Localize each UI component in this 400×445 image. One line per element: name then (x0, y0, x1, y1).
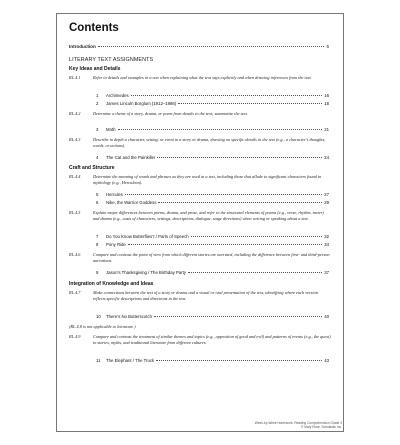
dot-leader (128, 244, 322, 245)
entry-number: 11 (96, 358, 101, 363)
toc-entry[interactable] (96, 192, 329, 199)
entry-title: The Elephant / The Truck (106, 358, 155, 363)
standard-note: (RL.4.8 is not applicable to literature.) (69, 324, 136, 329)
standard-item (69, 137, 331, 149)
footer-credit (255, 421, 342, 429)
dot-leader (191, 236, 323, 237)
toc-entry[interactable] (96, 242, 329, 249)
toc-entry[interactable] (96, 155, 329, 162)
toc-entry[interactable] (96, 270, 329, 277)
standard-item (69, 252, 331, 264)
standard-code: RL.4.3 (69, 137, 81, 142)
entry-number: 4 (96, 155, 99, 160)
entry-page: 18 (324, 101, 329, 106)
entry-number: 7 (96, 234, 99, 239)
standard-code: RL.4.7 (69, 290, 81, 295)
entry-title: The Cat and the Painkiller (106, 155, 156, 160)
group-heading: Integration of Knowledge and Ideas (69, 281, 154, 287)
toc-entry[interactable] (96, 234, 329, 241)
standard-text: Compare and contrast the point of view from which different stories are narrated, including the difference between first- and third-person narrations. (93, 252, 330, 263)
entry-number: 6 (96, 200, 99, 205)
standard-item (69, 75, 331, 81)
standard-code: RL.4.4 (69, 174, 81, 179)
standard-text: Compare and contrast the treatment of similar themes and topics (e.g., opposition of good and evil) and patterns of events (e.g., the quest) in stories, myths, and traditional literature from different cultures. (93, 334, 331, 345)
standard-text: Make connections between the text of a story or drama and a visual or oral presentation of the text, identifying where each version reflects specific descriptions and directions in the text. (93, 290, 318, 301)
standard-text: Describe in depth a character, setting, or event in a story or drama, drawing on specific details in the text (e.g., a character’s thoughts, words, or actions). (93, 137, 326, 148)
standard-code: RL.4.6 (69, 252, 81, 257)
group-heading: Key Ideas and Details (69, 66, 121, 72)
entry-page: 29 (324, 200, 329, 205)
standard-code: RL.4.1 (69, 75, 81, 80)
standard-code: RL.4.2 (69, 111, 81, 116)
dot-leader (154, 316, 322, 317)
dot-leader (156, 360, 322, 361)
entry-page: 32 (324, 234, 329, 239)
entry-page: 24 (324, 155, 329, 160)
entry-page: 21 (324, 127, 329, 132)
entry-title: Moth (106, 127, 116, 132)
entry-title: Do You Know Butterflies? / Parts of Speech (106, 234, 189, 239)
entry-title: Hercules (106, 192, 123, 197)
entry-page: 37 (324, 270, 329, 275)
entry-title: Archimedes (106, 93, 129, 98)
entry-page: 40 (324, 314, 329, 319)
dot-leader (98, 46, 325, 47)
dot-leader (158, 202, 322, 203)
entry-number: 2 (96, 101, 99, 106)
entry-number: 10 (96, 314, 101, 319)
group-heading: Craft and Structure (69, 165, 115, 171)
dot-leader (131, 95, 323, 96)
entry-title: There’s No Butterscotch (106, 314, 153, 319)
standard-text: Determine a theme of a story, drama, or poem from details in the text; summarize the text. (93, 111, 248, 116)
entry-title: Jason’s Thanksgiving / The Birthday Party (106, 270, 187, 275)
entry-number: 9 (96, 270, 99, 275)
dot-leader (178, 103, 322, 104)
entry-page: 43 (324, 358, 329, 363)
dot-leader (125, 194, 322, 195)
toc-entry[interactable] (96, 127, 329, 134)
entry-page: 16 (324, 93, 329, 98)
dot-leader (157, 157, 322, 158)
intro-page: 5 (326, 44, 329, 49)
page-title: Contents (69, 22, 119, 34)
standard-item (69, 210, 331, 222)
entry-number: 1 (96, 93, 99, 98)
entry-title: Pony Ride (106, 242, 126, 247)
intro-label: Introduction (69, 44, 96, 49)
toc-entry[interactable] (96, 200, 329, 207)
entry-number: 8 (96, 242, 99, 247)
standard-item (69, 111, 331, 117)
standard-item (69, 334, 331, 346)
standard-text: Determine the meaning of words and phrases as they are used in a text, including those that allude to significant characters found in mythology (e.g., Herculean). (93, 174, 322, 185)
standard-item (69, 174, 331, 186)
entry-number: 5 (96, 192, 99, 197)
dot-leader (118, 129, 323, 130)
standard-text: Explain major differences between poems, drama, and prose, and refer to the structural elements of poems (e.g., verse, rhythm, meter) and drama (e.g., casts of characters, settings, descriptions, dialogue, stage directions) when writing or speaking about a text. (93, 210, 324, 221)
entry-page: 27 (324, 192, 329, 197)
toc-entry[interactable] (96, 314, 329, 321)
standard-item (69, 290, 331, 302)
entry-number: 3 (96, 127, 99, 132)
toc-entry[interactable] (96, 93, 329, 100)
standard-text: Refer to details and examples in a text when explaining what the text says explicitly and when drawing inferences from the text. (93, 75, 312, 80)
standard-code: RL.4.5 (69, 210, 81, 215)
footer-copyright: © Mary Rose, Scholastic Inc. (301, 425, 342, 429)
entry-title: James Lincoln Borglum (1912–1986) (106, 101, 177, 106)
toc-intro[interactable] (69, 44, 329, 52)
standard-code: RL.4.9 (69, 334, 81, 339)
toc-entry[interactable] (96, 358, 329, 365)
section-heading: LITERARY TEXT ASSIGNMENTS (69, 57, 154, 63)
footer-book-title: Week-by-Week Homework: Reading Comprehension Grade 4 (254, 421, 342, 425)
dot-leader (188, 272, 322, 273)
entry-page: 34 (324, 242, 329, 247)
entry-title: Nike, the Warrior Goddess (106, 200, 157, 205)
toc-entry[interactable] (96, 101, 329, 108)
